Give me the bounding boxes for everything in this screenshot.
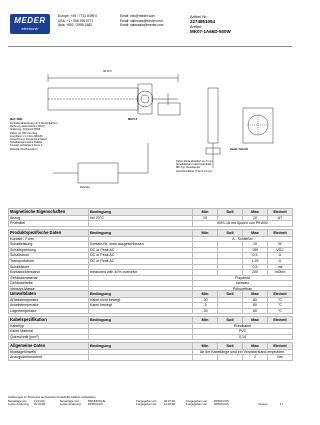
cell: KMS-18 mit Spulen von PKW02	[193, 221, 293, 227]
col-header: Bedingung	[89, 230, 193, 237]
footer-label: Neuanlage am:	[8, 398, 27, 403]
footer-label: Version:	[258, 402, 269, 407]
cell: Prüfmittel	[9, 221, 89, 227]
col-header: Einheit	[268, 291, 293, 298]
cell	[193, 355, 218, 361]
section-title: Magnetische Eigenschaften	[9, 209, 89, 216]
cell: Schaltstrom	[9, 253, 89, 259]
article-info	[190, 14, 231, 34]
cell: Polyurethan	[193, 286, 293, 292]
cell: Schaltdauer	[9, 264, 89, 270]
cell	[89, 355, 193, 361]
artnr-value: 2274851054	[190, 19, 216, 24]
col-header: Max	[243, 209, 268, 216]
email-asia: Email: salesasia@meder.com	[120, 23, 164, 28]
magnetic-table	[8, 208, 293, 227]
cell: Gehäusefarbe	[9, 281, 89, 287]
cell: 0,5	[243, 264, 268, 270]
logo-main: MEDER	[14, 16, 46, 25]
cell: 80	[243, 297, 268, 303]
table-header	[9, 291, 293, 298]
contact-asia: Asia: +852 / 2955 1682	[58, 23, 93, 28]
label-right: Detail / Schnitt	[230, 148, 249, 151]
cell: °C	[268, 297, 293, 303]
col-header: Soll	[218, 230, 243, 237]
cell: °C	[268, 308, 293, 314]
col-header: Max	[243, 317, 268, 324]
footer-row-changed	[8, 403, 292, 407]
table-header	[9, 343, 293, 350]
cell: Schaltleistung	[9, 242, 89, 248]
col-header: Max	[243, 291, 268, 298]
cable-table	[8, 316, 293, 340]
logo-sub: electronic	[21, 26, 39, 31]
cell	[89, 221, 193, 227]
contact-usa: USA: +1 / 508 295 0771	[58, 18, 94, 23]
cell: 20	[243, 215, 268, 221]
cell: Transportstrom	[9, 258, 89, 264]
cell: DC or Peak AC	[89, 258, 193, 264]
cell: A	[268, 258, 293, 264]
cell: Ab 5m Kabellänge sind ein Vorwiderstand empfohlen.	[193, 349, 293, 355]
table-row	[9, 334, 293, 340]
cell	[218, 308, 243, 314]
note-left-line: Umspritzung: Polyamid schwarz	[10, 138, 47, 142]
section-title: Produktspezifische Daten	[9, 230, 89, 237]
artnr-label: Artikel Nr.:	[190, 14, 209, 19]
cell: Arbeitstemperatur	[9, 303, 89, 309]
cell: 10	[243, 242, 268, 248]
note-left-line: Schaltabstand siehe Tabelle	[10, 141, 43, 145]
cell: Querschnitt [mm²]	[9, 334, 89, 340]
cell: Nm	[268, 355, 293, 361]
footer-label: Letzte Änderung:	[60, 402, 82, 407]
cell: bei 20°C	[89, 215, 193, 221]
cell: 80	[243, 303, 268, 309]
cell: 1,25	[243, 258, 268, 264]
note-left-line: Anschluss: 2 x Litze AWG26	[10, 134, 43, 138]
cell: VDC	[268, 247, 293, 253]
cell: Rundkabel	[193, 323, 293, 329]
col-header: Einheit	[268, 209, 293, 216]
footer-value: MRODRIGUE	[88, 398, 106, 403]
note-left-title: MAT. SMD	[10, 118, 23, 121]
cell: 180	[243, 247, 268, 253]
col-header: Bedingung	[89, 209, 193, 216]
environment-section	[8, 290, 292, 314]
cell: 2	[243, 355, 268, 361]
footer	[8, 396, 292, 407]
footer-label: Freigegeben am:	[136, 398, 158, 403]
col-header: Bedingung	[89, 291, 193, 298]
cell: -5	[193, 303, 218, 309]
cell: 200	[243, 270, 268, 276]
footer-label: Freigegeben am:	[136, 402, 158, 407]
section-title: Allgemeine Daten	[9, 343, 89, 350]
footer-value: RPROCIUS	[214, 398, 229, 403]
note-right-line: Schaltabstand nach Datenblatt	[176, 163, 212, 167]
note-right-line: Kabel: Ende abisoliert ca. 5 mm	[176, 160, 213, 163]
header	[8, 8, 292, 48]
footer-value: RPROCIUS	[88, 402, 103, 407]
artikel-label: Artikel:	[190, 24, 203, 29]
wire-label: Zahnrad	[80, 186, 90, 189]
col-header: Einheit	[268, 230, 293, 237]
note-right-line: Anschlusskabel: PVC 0,14 mm²	[176, 169, 213, 173]
cell	[89, 308, 193, 314]
cell: measured with 40% overdrive	[89, 270, 193, 276]
table-header	[9, 209, 293, 216]
cell: Anzug	[9, 215, 89, 221]
product-table	[8, 229, 293, 293]
section-title: Umweltdaten	[9, 291, 89, 298]
col-header: Soll	[218, 291, 243, 298]
cell: Polyamid	[193, 275, 293, 281]
col-header: Bedingung	[89, 343, 193, 350]
table-row	[9, 221, 293, 227]
footer-value: RPROCIUS	[214, 402, 229, 407]
table-row	[9, 355, 293, 361]
notes-left	[10, 122, 57, 151]
cell: 80	[243, 308, 268, 314]
footer-label: Letzte Änderung:	[8, 402, 30, 407]
col-header: Einheit	[268, 317, 293, 324]
datasheet-page	[8, 8, 292, 418]
col-header: Min	[193, 317, 218, 324]
col-header: Min	[193, 343, 218, 350]
footer-value: 17	[280, 402, 284, 407]
cell: 10	[193, 215, 218, 221]
footer-value: 12.03.08	[164, 402, 175, 407]
footer-value: 11.03.06	[34, 398, 45, 403]
col-header: Bedingung	[89, 317, 193, 324]
cell: A - Schließer	[193, 236, 293, 242]
cell: 0,5	[243, 253, 268, 259]
note-right-line: MK-Typ: Reedsensor	[176, 166, 201, 170]
footer-label: Freigegeben von:	[186, 402, 208, 407]
cell: 0,14	[193, 334, 293, 340]
cable-section	[8, 316, 292, 340]
contact-europe: Europe: +49 / 7731 8399 0	[58, 14, 98, 18]
meder-logo	[10, 14, 50, 34]
cell	[89, 334, 193, 340]
product-section	[8, 229, 292, 293]
cell: °C	[268, 303, 293, 309]
note-left-line: Kabel: ca. 500 mm lang	[10, 131, 38, 135]
contact-emails	[120, 14, 163, 28]
cell: schwarz	[193, 281, 293, 287]
general-table	[8, 342, 293, 361]
cell: -30	[193, 308, 218, 314]
email-europe: Email: info@meder.com	[120, 14, 156, 18]
col-header: Min	[193, 230, 218, 237]
col-header: Max	[243, 230, 268, 237]
col-header: Soll	[218, 343, 243, 350]
technical-drawing	[8, 48, 292, 208]
cell: Arbeitstemperatur	[9, 297, 89, 303]
general-section	[8, 342, 292, 361]
col-header: Min	[193, 291, 218, 298]
contact-phones	[58, 14, 97, 28]
cell: Kontakt-Nr. ohne ausgeschlossen	[89, 242, 193, 248]
environment-table	[8, 290, 293, 314]
footer-value: 09.07.06	[164, 398, 175, 403]
cell: ms	[268, 264, 293, 270]
footer-label: Freigegeben von:	[186, 398, 208, 403]
artikel-value: MK07-1A66D-500W	[190, 29, 231, 34]
cell: PVC	[193, 329, 293, 335]
cell: Kabel Material	[9, 329, 89, 335]
cell	[218, 355, 243, 361]
cell: DC or Peak AC	[89, 253, 193, 259]
section-title: Kabelspezifikation	[9, 317, 89, 324]
cell: Lagertemperatur	[9, 308, 89, 314]
col-header: Min	[193, 209, 218, 216]
cell: DC or Peak AC	[89, 247, 193, 253]
footer-value: 26.02.08	[34, 402, 45, 407]
magnetic-section	[8, 208, 292, 227]
cell: -30	[193, 297, 218, 303]
col-header: Einheit	[268, 343, 293, 350]
col-header: Max	[243, 343, 268, 350]
label-mid: MK07-2	[128, 118, 138, 121]
cell: Gehäusematerial	[9, 275, 89, 281]
cell: Montagehinweis	[9, 349, 89, 355]
cell: Anzugsdrehmoment	[9, 355, 89, 361]
footer-label: Neuanlage von:	[60, 398, 80, 403]
cell: mOhm	[268, 270, 293, 276]
cell: Kontaktwiderstand	[9, 270, 89, 276]
cell: Kontakt - Form	[9, 236, 89, 242]
dim-top: 38 ±0.5	[103, 70, 112, 73]
note-left-line: Material: RoHS-konform	[10, 147, 38, 151]
note-left-line: Isolierung: Polyamid PA66	[10, 128, 41, 132]
note-left-line: Reihe of product/series: MK07	[10, 125, 45, 129]
header-divider	[8, 46, 292, 47]
cell: A	[268, 253, 293, 259]
cell: Schaltspannung	[9, 247, 89, 253]
table-header	[9, 230, 293, 237]
footer-note: Änderungen im Sinne des technischen Fortschritts bleiben vorbehalten	[8, 395, 96, 399]
table-header	[9, 317, 293, 324]
cell: Kabeltyp	[9, 323, 89, 329]
cell: Kabel bewegt	[89, 303, 193, 309]
note-left-line: Kontakt: Schließer 1 Form A	[10, 144, 43, 148]
cell: AT	[268, 215, 293, 221]
email-usa: Email: salesusa@meder.com	[120, 18, 163, 23]
col-header: Soll	[218, 209, 243, 216]
col-header: Soll	[218, 317, 243, 324]
cell: Kabel nicht bewegt	[89, 297, 193, 303]
notes-right	[176, 160, 213, 173]
table-row	[9, 308, 293, 314]
cell: W	[268, 242, 293, 248]
cell: Verguss-Masse	[9, 286, 89, 292]
note-left-line: Zentralenabdeckung mit 3 Sensorflächen	[10, 122, 58, 125]
